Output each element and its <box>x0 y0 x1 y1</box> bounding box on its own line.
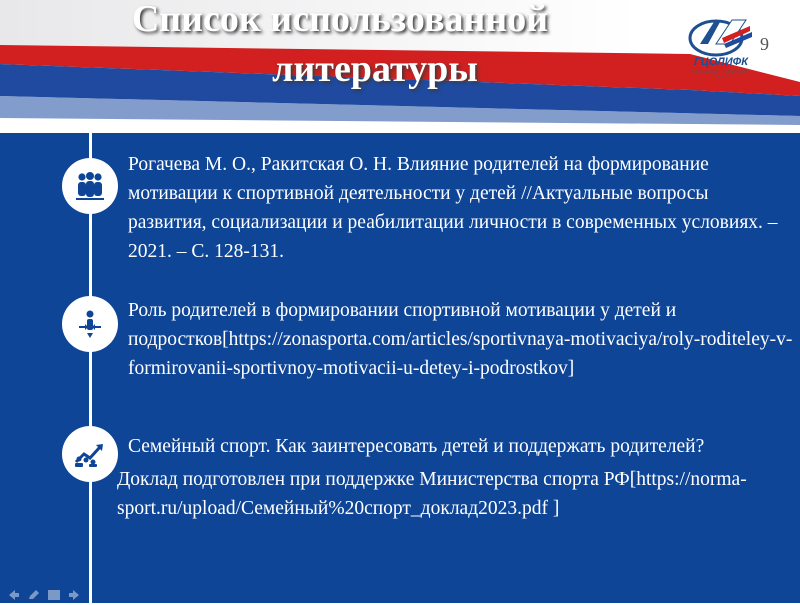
reference-2-node <box>62 296 118 352</box>
group-of-people-icon <box>73 171 107 201</box>
slide-header <box>0 0 800 130</box>
slideshow-toolbar <box>8 587 80 597</box>
growth-chart-people-icon <box>73 440 107 468</box>
reference-1-text: Рогачева М. О., Ракитская О. Н. Влияние родителей на формирование мотивации к спортивной деятельности у детей //Актуальные вопросы развития, социализации и реабилитации личности в современных условиях. – 2021. – С. 128-131. <box>128 154 778 262</box>
next-slide-icon[interactable] <box>68 587 80 597</box>
pen-icon[interactable] <box>28 587 40 597</box>
logo-subtitle: РОССИЙСКИЙ УНИВЕРСИТЕТ СПОРТА <box>691 69 751 79</box>
logo-name: ГЦОЛИФК <box>693 56 748 68</box>
reference-2-text: Роль родителей в формировании спортивной мотивации у детей и подростков[https://zonasporta.com/articles/sportivnaya-motivaciya/roly-roditeley-v-formirovanii-sportivnoy-motivacii-u-detey-i-podrostkov] <box>128 300 793 379</box>
previous-slide-icon[interactable] <box>8 587 20 597</box>
reference-1-node <box>62 158 118 214</box>
slides-grid-icon[interactable] <box>48 587 60 597</box>
reference-3-text: Семейный спорт. Как заинтересовать детей и поддержать родителей? <box>128 436 705 457</box>
footnote-text: Доклад подготовлен при поддержке Министерства спорта РФ[https://norma-sport.ru/upload/Семейный%20спорт_доклад2023.pdf ] <box>117 469 747 519</box>
logo-emblem-icon <box>686 14 756 58</box>
page-number: 9 <box>760 34 769 54</box>
title-line-2: литературы <box>272 48 478 90</box>
slide-title <box>0 0 680 94</box>
title-line-1: Список использованной <box>131 0 549 40</box>
person-with-arrows-icon <box>75 309 105 339</box>
reference-3-node <box>62 426 118 482</box>
university-logo <box>686 14 756 79</box>
